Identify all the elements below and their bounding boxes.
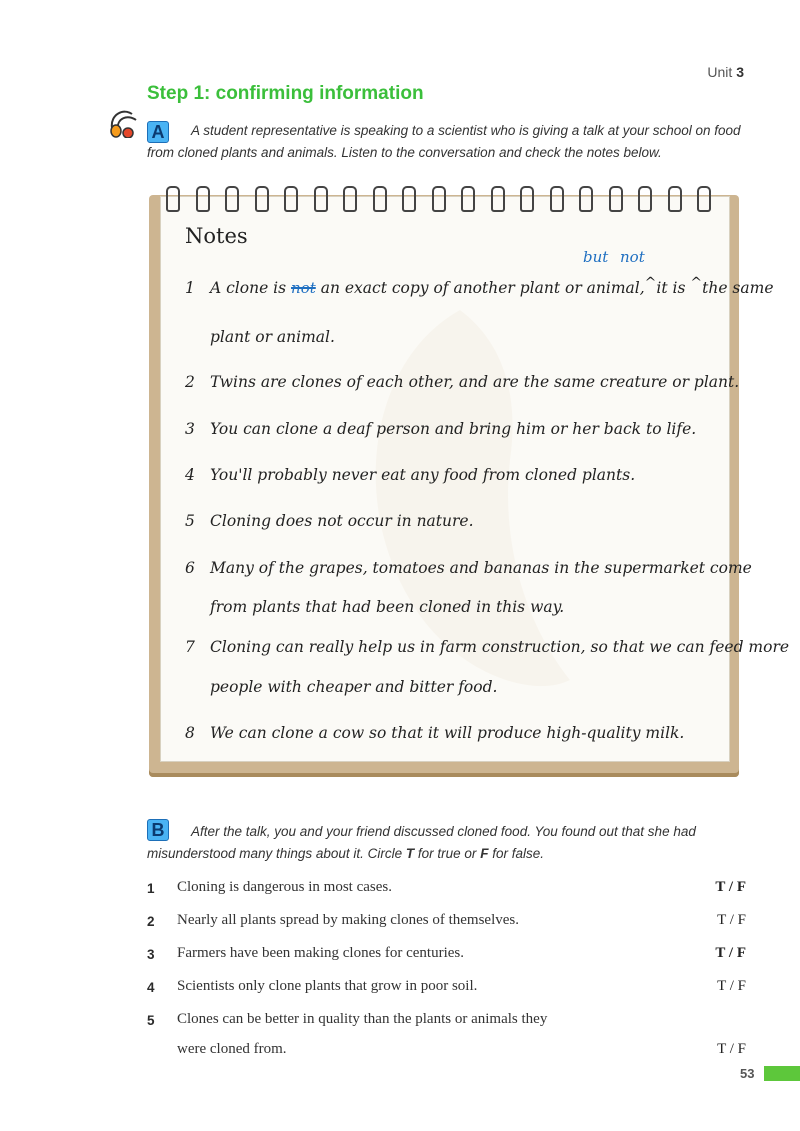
question-4: Scientists only clone plants that grow in poor soil.	[177, 978, 478, 994]
headphones-icon	[106, 106, 144, 138]
spiral-ring	[255, 186, 269, 212]
correction-not: not	[620, 248, 645, 266]
question-3: Farmers have been making clones for centuries.	[177, 945, 464, 961]
watermark-shape	[330, 300, 590, 720]
note-number: 3	[185, 420, 195, 438]
spiral-ring	[314, 186, 328, 212]
note-item-8: We can clone a cow so that it will produce high-quality milk.	[210, 724, 685, 742]
spiral-ring	[284, 186, 298, 212]
note-item-7-line2: people with cheaper and bitter food.	[210, 678, 498, 696]
spiral-ring	[225, 186, 239, 212]
spiral-ring	[491, 186, 505, 212]
true-false-choice[interactable]: T / F	[717, 912, 746, 928]
true-false-choice[interactable]: T / F	[715, 879, 746, 895]
section-a-instruction: A student representative is speaking to a scientist who is giving a talk at your school on food from cloned plants and animals. Listen to the conversation and check the notes below.	[147, 123, 741, 160]
page-number: 53	[740, 1066, 755, 1081]
note-item-6-line2: from plants that had been cloned in this way.	[210, 598, 565, 616]
section-b-badge: B	[147, 819, 169, 841]
question-2: Nearly all plants spread by making clones of themselves.	[177, 912, 519, 928]
notes-heading: Notes	[185, 224, 248, 248]
note-number: 4	[185, 466, 195, 484]
note-item-6: Many of the grapes, tomatoes and bananas in the supermarket come	[210, 559, 752, 577]
question-number: 5	[147, 1013, 155, 1028]
question-1: Cloning is dangerous in most cases.	[177, 879, 392, 895]
note-item-1	[210, 275, 774, 297]
spiral-ring	[402, 186, 416, 212]
insertion-caret: ^	[644, 275, 657, 291]
spiral-ring	[432, 186, 446, 212]
note-item-5: Cloning does not occur in nature.	[210, 512, 474, 530]
true-false-choice[interactable]: T / F	[717, 978, 746, 994]
page-number-bar	[764, 1066, 800, 1081]
spiral-ring	[609, 186, 623, 212]
question-number: 2	[147, 914, 155, 929]
unit-label: Unit 3	[707, 64, 744, 80]
note-number: 2	[185, 373, 195, 391]
spiral-ring	[520, 186, 534, 212]
true-false-choice[interactable]: T / F	[717, 1041, 746, 1057]
spiral-ring	[579, 186, 593, 212]
correction-but: but	[583, 248, 609, 266]
spiral-ring	[697, 186, 711, 212]
question-5-line2: were cloned from.	[177, 1041, 287, 1057]
spiral-ring	[461, 186, 475, 212]
note-item-1-line2: plant or animal.	[210, 328, 335, 346]
question-number: 4	[147, 980, 155, 995]
note-item-7: Cloning can really help us in farm construction, so that we can feed more	[210, 638, 790, 656]
section-b-instruction: After the talk, you and your friend discussed cloned food. You found out that she had misunderstood many things about it. Circle T for true or F for false.	[147, 824, 696, 861]
question-number: 3	[147, 947, 155, 962]
note-text: an exact copy of another plant or animal,	[320, 279, 645, 297]
note-item-3: You can clone a deaf person and bring him or her back to life.	[210, 420, 697, 438]
note-number: 8	[185, 724, 195, 742]
question-5: Clones can be better in quality than the plants or animals they	[177, 1011, 548, 1027]
spiral-ring	[343, 186, 357, 212]
note-text: the same	[702, 279, 774, 297]
question-number: 1	[147, 881, 155, 896]
section-a-badge: A	[147, 121, 169, 143]
spiral-ring	[373, 186, 387, 212]
note-text: A clone is	[210, 279, 287, 297]
true-false-choice[interactable]: T / F	[715, 945, 746, 961]
note-item-2: Twins are clones of each other, and are the same creature or plant.	[210, 373, 740, 391]
note-number: 1	[185, 279, 195, 297]
spiral-ring	[196, 186, 210, 212]
note-number: 6	[185, 559, 195, 577]
spiral-ring	[668, 186, 682, 212]
step-title: Step 1: confirming information	[147, 83, 424, 104]
spiral-ring	[166, 186, 180, 212]
note-number: 7	[185, 638, 195, 656]
note-number: 5	[185, 512, 195, 530]
struck-word: not	[291, 279, 316, 297]
spiral-ring	[638, 186, 652, 212]
insertion-caret: ^	[690, 275, 703, 291]
note-text: it is	[656, 279, 686, 297]
spiral-ring	[550, 186, 564, 212]
note-item-4: You'll probably never eat any food from cloned plants.	[210, 466, 636, 484]
